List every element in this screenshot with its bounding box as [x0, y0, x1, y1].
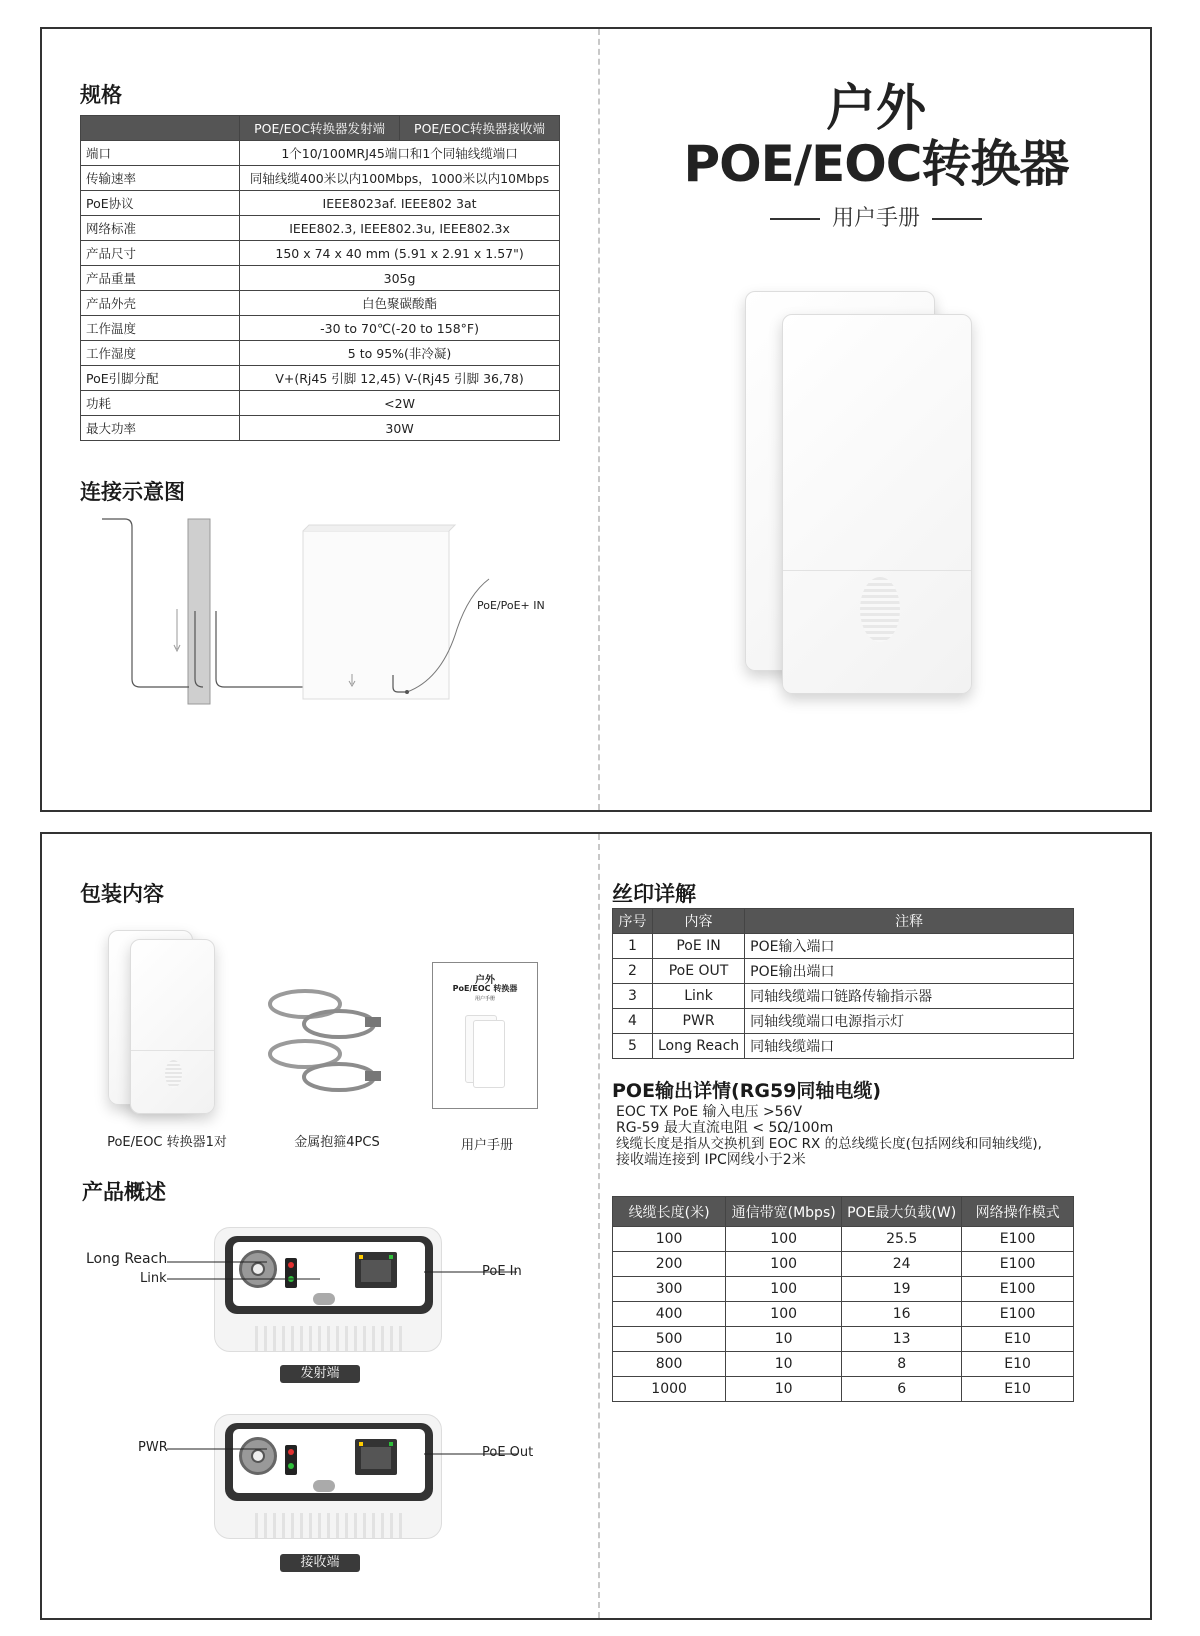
tx-callout-lines [162, 1234, 522, 1304]
poe-row [613, 1277, 1074, 1302]
spec-header-tx: POE/EOC转换器发射端 [240, 116, 400, 141]
spec-label: 最大功率 [81, 416, 240, 441]
silk-content: Long Reach [652, 1034, 744, 1059]
poe-output-title: POE输出详情(RG59同轴电缆) [612, 1080, 882, 1102]
package-device-seam [131, 1050, 214, 1051]
silk-row [613, 984, 1074, 1009]
silk-table [612, 908, 1074, 1059]
spec-row [81, 341, 560, 366]
spec-label: 端口 [81, 141, 240, 166]
poe-header-row [613, 1197, 1074, 1227]
silk-content: PoE IN [652, 934, 744, 959]
cover-subtitle [598, 201, 1154, 232]
device-image-front [782, 314, 972, 694]
spec-row [81, 316, 560, 341]
spec-value: IEEE802.3, IEEE802.3u, IEEE802.3x [240, 216, 560, 241]
poe-length: 1000 [613, 1377, 726, 1402]
clamp-screw-2 [365, 1071, 381, 1081]
poe-output-table [612, 1196, 1074, 1402]
manual-mini-line1: 户外 [475, 975, 495, 986]
rx-callout-lines [162, 1424, 522, 1474]
spec-value: 30W [240, 416, 560, 441]
spec-label: 传输速率 [81, 166, 240, 191]
poe-mode: E10 [962, 1327, 1074, 1352]
spec-value: -30 to 70℃(-20 to 158°F) [240, 316, 560, 341]
poe-note-3: 线缆长度是指从交换机到 EOC RX 的总线缆长度(包括网线和同轴线缆), [616, 1136, 1042, 1152]
poe-load: 6 [842, 1377, 962, 1402]
poe-mode: E100 [962, 1302, 1074, 1327]
spec-table [80, 115, 560, 441]
spec-row [81, 141, 560, 166]
poe-bandwidth: 10 [726, 1327, 842, 1352]
poe-mode: E10 [962, 1352, 1074, 1377]
poe-load: 16 [842, 1302, 962, 1327]
sheet-package-silk [40, 832, 1152, 1620]
spec-header-empty [81, 116, 240, 141]
silk-header-note: 注释 [745, 909, 1074, 934]
poe-bandwidth: 10 [726, 1377, 842, 1402]
poe-load: 19 [842, 1277, 962, 1302]
poe-in-label: PoE/PoE+ IN [477, 599, 545, 612]
poe-bandwidth: 10 [726, 1352, 842, 1377]
silk-header-no: 序号 [613, 909, 653, 934]
silk-no: 4 [613, 1009, 653, 1034]
poe-length: 500 [613, 1327, 726, 1352]
rx-screw [313, 1480, 335, 1492]
poe-length: 200 [613, 1252, 726, 1277]
connection-diagram [97, 509, 557, 729]
label-long-reach: Long Reach [86, 1251, 168, 1267]
poe-note-2: RG-59 最大直流电阻 < 5Ω/100m [616, 1120, 834, 1136]
poe-row [613, 1252, 1074, 1277]
spec-label: PoE协议 [81, 191, 240, 216]
spec-label: 网络标准 [81, 216, 240, 241]
manual-image [432, 962, 538, 1109]
silk-row [613, 934, 1074, 959]
label-pwr: PWR [138, 1440, 168, 1455]
spec-label: 功耗 [81, 391, 240, 416]
package-caption-clamps: 金属抱箍4PCS [294, 1135, 380, 1150]
silk-content: PoE OUT [652, 959, 744, 984]
spec-label: 工作湿度 [81, 341, 240, 366]
label-poe-in: PoE In [482, 1264, 522, 1279]
spec-value: IEEE8023af. IEEE802 3at [240, 191, 560, 216]
cover-title-line2: POE/EOC转换器 [683, 135, 1069, 193]
connector-dot [405, 690, 409, 694]
spec-value: V+(Rj45 引脚 12,45) V-(Rj45 引脚 36,78) [240, 366, 560, 391]
silk-no: 5 [613, 1034, 653, 1059]
clamp-screw-1 [365, 1017, 381, 1027]
spec-title: 规格 [80, 83, 122, 107]
sheet-spec-cover [40, 27, 1152, 812]
poe-load: 24 [842, 1252, 962, 1277]
subtitle-rule-left [770, 218, 820, 220]
poe-header-length: 线缆长度(米) [613, 1197, 726, 1227]
poe-length: 400 [613, 1302, 726, 1327]
spec-row [81, 366, 560, 391]
spec-value: 150 x 74 x 40 mm (5.91 x 2.91 x 1.57") [240, 241, 560, 266]
label-link: Link [140, 1271, 167, 1286]
pole-shape [188, 519, 210, 704]
spec-label: 产品外壳 [81, 291, 240, 316]
spec-row [81, 241, 560, 266]
poe-header-load: POE最大负载(W) [842, 1197, 962, 1227]
poe-length: 300 [613, 1277, 726, 1302]
device-seam [783, 570, 971, 571]
poe-note-4: 接收端连接到 IPC网线小于2米 [616, 1152, 806, 1168]
poe-row [613, 1377, 1074, 1402]
package-caption-converter: PoE/EOC 转换器1对 [107, 1135, 227, 1150]
poe-header-bandwidth: 通信带宽(Mbps) [726, 1197, 842, 1227]
tag-transmitter: 发射端 [280, 1365, 360, 1383]
diagram-title: 连接示意图 [80, 480, 185, 504]
spec-value: 白色聚碳酸酯 [240, 291, 560, 316]
spec-value: 同轴线缆400米以内100Mbps，1000米以内10Mbps [240, 166, 560, 191]
silk-note: POE输入端口 [745, 934, 1074, 959]
poe-mode: E100 [962, 1227, 1074, 1252]
poe-row [613, 1327, 1074, 1352]
spec-row [81, 191, 560, 216]
overview-title: 产品概述 [82, 1180, 166, 1204]
tx-base-fins [255, 1326, 405, 1352]
device-outline [303, 531, 449, 699]
poe-length: 800 [613, 1352, 726, 1377]
silk-note: POE输出端口 [745, 959, 1074, 984]
package-device-front [130, 939, 215, 1114]
spec-label: 产品重量 [81, 266, 240, 291]
silk-note: 同轴线缆端口链路传输指示器 [745, 984, 1074, 1009]
spec-row [81, 291, 560, 316]
spec-row [81, 391, 560, 416]
clamps-image [267, 979, 397, 1099]
tag-receiver: 接收端 [280, 1554, 360, 1572]
spec-row [81, 216, 560, 241]
spec-row [81, 166, 560, 191]
manual-mini-device-front [473, 1020, 505, 1088]
poe-load: 25.5 [842, 1227, 962, 1252]
rx-base-fins [255, 1513, 405, 1539]
spec-header-row [81, 116, 560, 141]
silk-row [613, 1009, 1074, 1034]
silk-title: 丝印详解 [612, 882, 696, 906]
cover-subtitle-text: 用户手册 [831, 206, 920, 231]
spec-label: 工作温度 [81, 316, 240, 341]
manual-mini-line2: PoE/EOC 转换器 [452, 984, 518, 993]
silk-note: 同轴线缆端口电源指示灯 [745, 1009, 1074, 1034]
label-poe-out: PoE Out [482, 1445, 534, 1460]
poe-mode: E100 [962, 1277, 1074, 1302]
poe-row [613, 1227, 1074, 1252]
package-vent [165, 1060, 182, 1088]
poe-bandwidth: 100 [726, 1302, 842, 1327]
vent-grille [860, 577, 900, 642]
package-title: 包装内容 [80, 882, 164, 906]
silk-header-row [613, 909, 1074, 934]
manual-mini-line3: 用户手册 [474, 996, 495, 1002]
package-caption-manual: 用户手册 [460, 1138, 513, 1153]
clamp-2 [304, 1011, 374, 1037]
silk-note: 同轴线缆端口 [745, 1034, 1074, 1059]
poe-load: 13 [842, 1327, 962, 1352]
clamp-4 [304, 1064, 374, 1090]
silk-no: 2 [613, 959, 653, 984]
spec-value: 1个10/100MRJ45端口和1个同轴线缆端口 [240, 141, 560, 166]
spec-value: 5 to 95%(非冷凝) [240, 341, 560, 366]
poe-row [613, 1302, 1074, 1327]
silk-no: 1 [613, 934, 653, 959]
poe-bandwidth: 100 [726, 1252, 842, 1277]
spec-row [81, 266, 560, 291]
spec-label: PoE引脚分配 [81, 366, 240, 391]
poe-note-1: EOC TX PoE 输入电压 >56V [616, 1104, 803, 1120]
poe-mode: E10 [962, 1377, 1074, 1402]
spec-value: 305g [240, 266, 560, 291]
device-top-edge [303, 525, 455, 531]
poe-mode: E100 [962, 1252, 1074, 1277]
silk-no: 3 [613, 984, 653, 1009]
poe-bandwidth: 100 [726, 1227, 842, 1252]
spec-header-rx: POE/EOC转换器接收端 [400, 116, 560, 141]
cable-left [102, 519, 189, 687]
spec-row [81, 416, 560, 441]
poe-bandwidth: 100 [726, 1277, 842, 1302]
silk-content: Link [652, 984, 744, 1009]
poe-row [613, 1352, 1074, 1377]
cover-title-line1: 户外 [826, 79, 926, 137]
subtitle-rule-right [932, 218, 982, 220]
silk-content: PWR [652, 1009, 744, 1034]
poe-length: 100 [613, 1227, 726, 1252]
silk-header-content: 内容 [652, 909, 744, 934]
silk-row [613, 1034, 1074, 1059]
silk-row [613, 959, 1074, 984]
poe-header-mode: 网络操作模式 [962, 1197, 1074, 1227]
poe-load: 8 [842, 1352, 962, 1377]
poe-output-notes [616, 1104, 1086, 1168]
fold-line [598, 834, 600, 1618]
spec-value: <2W [240, 391, 560, 416]
spec-label: 产品尺寸 [81, 241, 240, 266]
